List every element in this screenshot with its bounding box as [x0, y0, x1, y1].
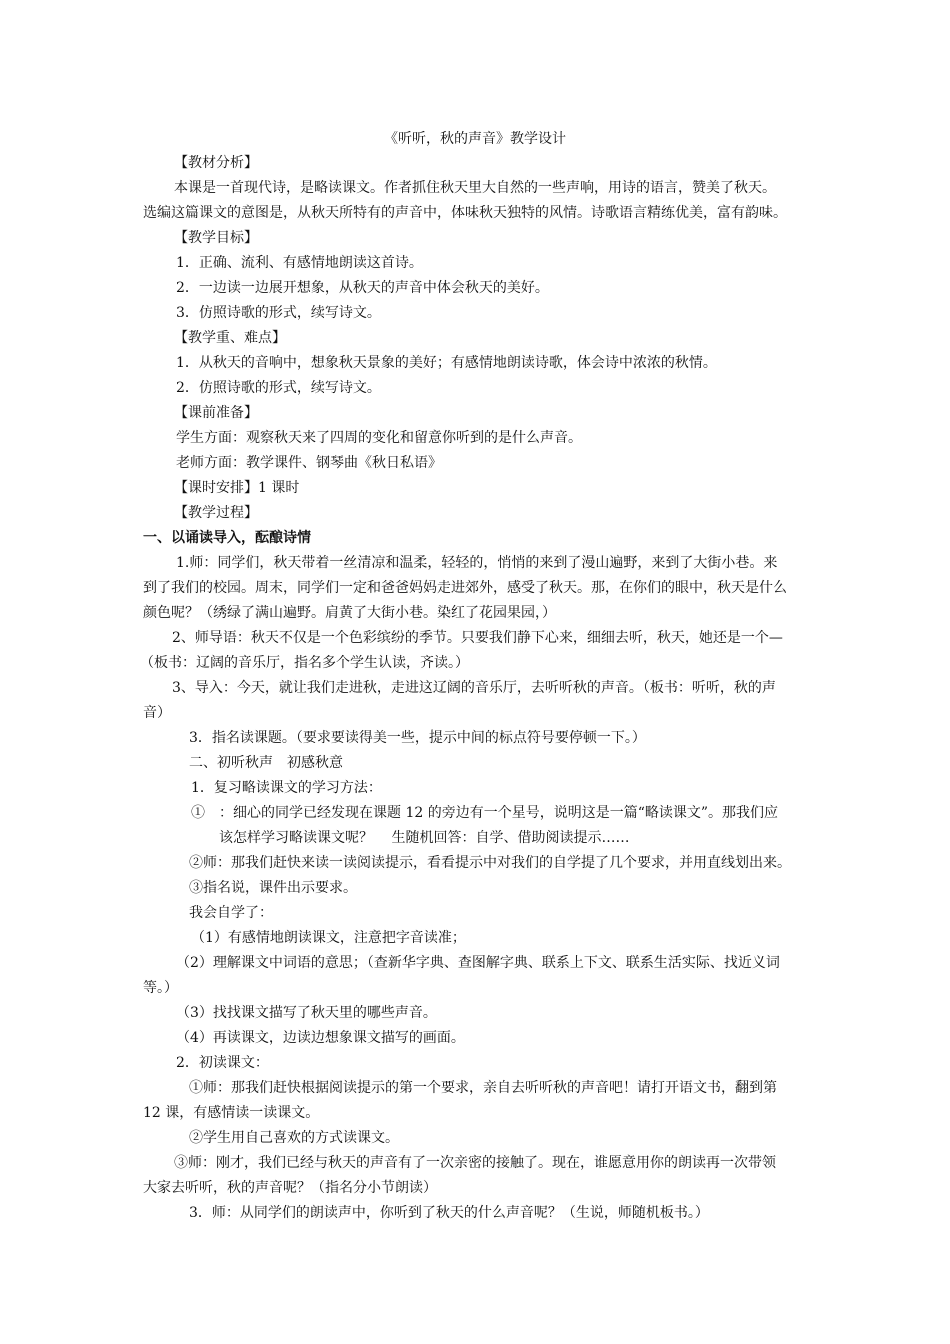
list-item: （3）找找课文描写了秋天里的哪些声音。 [176, 1005, 437, 1021]
paragraph-line: 3、导入：今天，就让我们走进秋，走进这辽阔的音乐厅，去听听秋的声音。（板书：听听，秋的声 [172, 680, 776, 696]
paragraph-line: 2、师导语：秋天不仅是一个色彩缤纷的季节。只要我们静下心来，细细去听，秋天，她还是一个— [172, 630, 783, 646]
list-item: 3．师：从同学们的朗读声中，你听到了秋天的什么声音呢？（生说，师随机板书。） [189, 1205, 709, 1221]
document-title: 《听听，秋的声音》教学设计 [384, 131, 566, 147]
list-item: ③指名说，课件出示要求。 [189, 880, 357, 896]
list-item: 2．初读课文： [176, 1055, 269, 1071]
section-heading: 【课时安排】1 课时 [174, 480, 300, 496]
list-item: 3．仿照诗歌的形式，续写诗文。 [176, 305, 381, 321]
paragraph-line: 音） [143, 705, 171, 721]
paragraph-line: 12 课，有感情读一读课文。 [143, 1105, 320, 1121]
list-item: ②师：那我们赶快来读一读阅读提示，看看提示中对我们的自学提了几个要求，并用直线划出来。 [189, 855, 791, 871]
part-heading: 一、以诵读导入，酝酿诗情 [143, 530, 311, 546]
paragraph-line: 1.师：同学们，秋天带着一丝清凉和温柔，轻轻的，悄悄的来到了漫山遍野，来到了大街小巷。来 [176, 555, 778, 571]
list-item: ①师：那我们赶快根据阅读提示的第一个要求，亲自去听听秋的声音吧！请打开语文书，翻到第 [189, 1080, 777, 1096]
paragraph-line: 老师方面：教学课件、钢琴曲《秋日私语》 [176, 455, 442, 471]
paragraph-line: （板书：辽阔的音乐厅，指名多个学生认读，齐读。） [140, 655, 469, 671]
paragraph-line: 该怎样学习略读课文呢？ 生随机回答：自学、借助阅读提示…… [219, 830, 630, 846]
section-heading: 【课前准备】 [174, 405, 258, 421]
list-item: 1．从秋天的音响中，想象秋天景象的美好；有感情地朗读诗歌，体会诗中浓浓的秋情。 [176, 355, 717, 371]
list-item: 2．仿照诗歌的形式，续写诗文。 [176, 380, 381, 396]
paragraph-line: 大家去听听，秋的声音呢？（指名分小节朗读） [143, 1180, 437, 1196]
list-item: ① ：细心的同学已经发现在课题 12 的旁边有一个星号，说明这是一篇“略读课文”。那我们应 [191, 805, 779, 821]
list-item: ②学生用自己喜欢的方式读课文。 [189, 1130, 399, 1146]
paragraph-line: 3．指名读课题。（要求要读得美一些，提示中间的标点符号要停顿一下。） [189, 730, 646, 746]
list-item: 1．正确、流利、有感情地朗读这首诗。 [176, 255, 423, 271]
paragraph-line: 选编这篇课文的意图是，从秋天所特有的声音中，体味秋天独特的风情。诗歌语言精练优美，富有韵味。 [143, 205, 787, 221]
list-item: （2）理解课文中词语的意思；（查新华字典、查图解字典、联系上下文、联系生活实际、找近义词 [176, 955, 780, 971]
list-item: 2．一边读一边展开想象，从秋天的声音中体会秋天的美好。 [176, 280, 549, 296]
part-heading: 二、初听秋声 初感秋意 [189, 755, 343, 771]
section-heading: 【教材分析】 [174, 155, 258, 171]
section-heading: 【教学重、难点】 [174, 330, 286, 346]
list-item: ③师：刚才，我们已经与秋天的声音有了一次亲密的接触了。现在，谁愿意用你的朗读再一次带领 [174, 1155, 776, 1171]
paragraph-line: 到了我们的校园。周末，同学们一定和爸爸妈妈走进郊外，感受了秋天。那，在你们的眼中，秋天是什么 [143, 580, 787, 596]
paragraph-line: 学生方面：观察秋天来了四周的变化和留意你听到的是什么声音。 [176, 430, 582, 446]
paragraph-line: 我会自学了： [189, 905, 273, 921]
section-heading: 【教学目标】 [174, 230, 258, 246]
list-item: （1）有感情地朗读课文，注意把字音读准； [191, 930, 466, 946]
paragraph-line: 颜色呢？（绣绿了满山遍野。肩黄了大街小巷。染红了花园果园，） [143, 605, 556, 621]
paragraph-line: 等。） [143, 980, 178, 996]
section-heading: 【教学过程】 [174, 505, 258, 521]
list-item: 1．复习略读课文的学习方法： [191, 780, 382, 796]
list-item: （4）再读课文，边读边想象课文描写的画面。 [176, 1030, 465, 1046]
paragraph-line: 本课是一首现代诗，是略读课文。作者抓住秋天里大自然的一些声响，用诗的语言，赞美了秋天。 [174, 180, 776, 196]
